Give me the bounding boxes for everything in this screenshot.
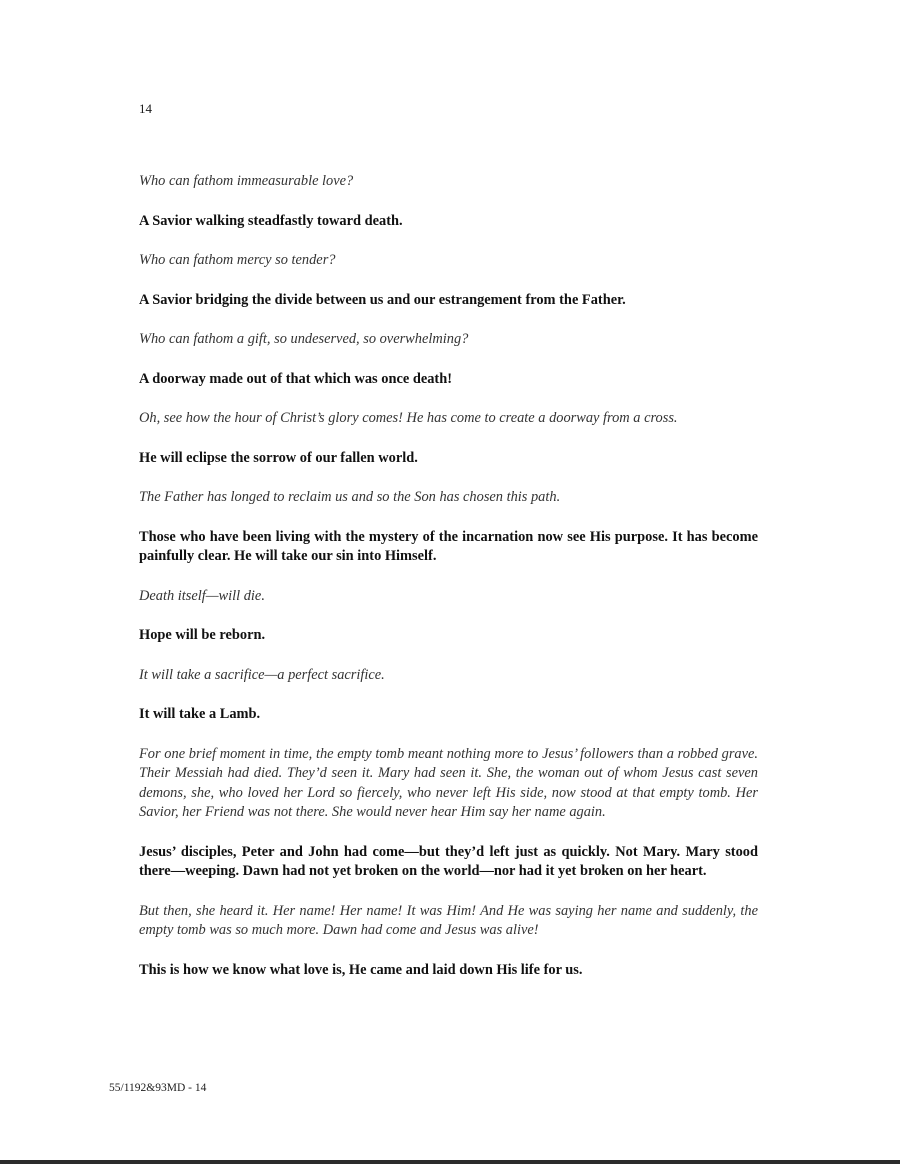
- response-line: A Savior walking steadfastly toward death.: [139, 212, 403, 229]
- response-line: It will take a Lamb.: [139, 706, 261, 722]
- footer-catalog-code: 55/1192&93MD - 14: [109, 1082, 207, 1094]
- verse-line: It will take a sacrifice—a perfect sacrifice.: [139, 666, 385, 683]
- closing-line: This is how we know what love is, He came and laid down His life for us.: [139, 961, 583, 978]
- response-line: Hope will be reborn.: [139, 627, 266, 643]
- page-number: 14: [139, 101, 152, 116]
- response-paragraph: Those who have been living with the mystery of the incarnation now see His purpose. It has become painfully clear. He will take our sin into Himself.: [139, 528, 758, 564]
- narration-paragraph: But then, she heard it. Her name! Her name! It was Him! And He was saying her name and suddenly, the empty tomb was so much more. Dawn had come and Jesus was alive!: [139, 902, 758, 938]
- verse-line: Death itself—will die.: [139, 587, 265, 604]
- narration-paragraph: For one brief moment in time, the empty tomb meant nothing more to Jesus’ followers than a robbed grave. Their Messiah had died. They’d seen it. Mary had seen it. She, the woman out of whom Jesus cast seven demons, she, who loved her Lord so fiercely, who never left His side, now stood at that empty tomb. Her Savior, her Friend was not there. She would never hear Him say her name again.: [139, 745, 758, 820]
- response-paragraph: Jesus’ disciples, Peter and John had come—but they’d left just as quickly. Not Mary. Mary stood there—weeping. Dawn had not yet broken on the world—nor had it yet broken on her heart.: [139, 843, 758, 879]
- verse-line: Who can fathom a gift, so undeserved, so overwhelming?: [139, 331, 469, 347]
- verse-line: Who can fathom immeasurable love?: [139, 173, 354, 189]
- verse-line: The Father has longed to reclaim us and so the Son has chosen this path.: [139, 489, 561, 505]
- lyrics-body: [139, 172, 758, 1000]
- verse-line: Oh, see how the hour of Christ’s glory comes! He has come to create a doorway from a cross.: [139, 410, 678, 426]
- response-line: A Savior bridging the divide between us and our estrangement from the Father.: [139, 291, 626, 308]
- response-line: A doorway made out of that which was once death!: [139, 370, 452, 387]
- page-bottom-border: [0, 1160, 900, 1164]
- response-line: He will eclipse the sorrow of our fallen world.: [139, 449, 418, 466]
- verse-line: Who can fathom mercy so tender?: [139, 252, 336, 268]
